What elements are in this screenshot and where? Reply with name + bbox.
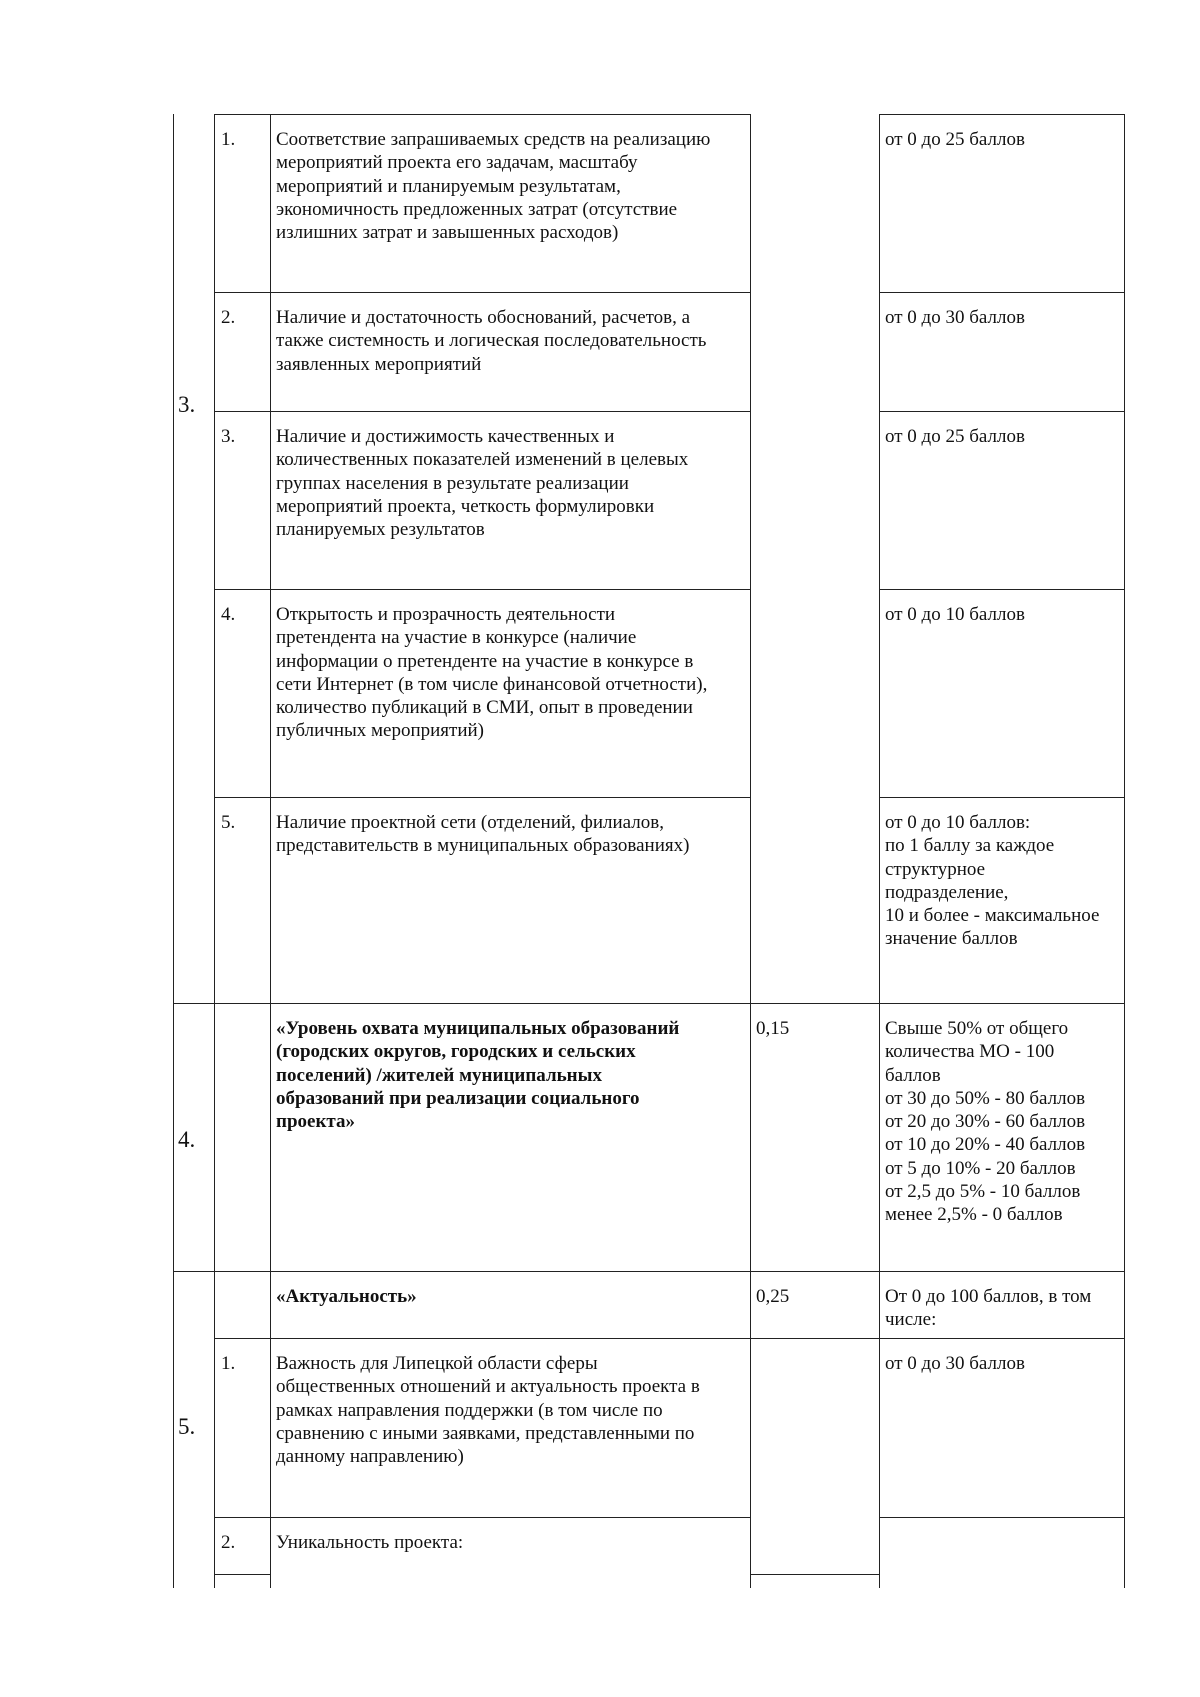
criterion-text: Соответствие запрашиваемых средств на реализацию мероприятий проекта его задачам, масштабу мероприятий и планируемым результатам, экономичность предложенных затрат (отсутствие излишних затрат и завышенных расходов) <box>276 129 711 244</box>
weight-value: 0,15 <box>756 1018 790 1039</box>
score-text: от 0 до 30 баллов <box>885 307 1025 328</box>
row-number: 5. <box>221 812 236 833</box>
score-text: от 0 до 10 баллов <box>885 604 1025 625</box>
score-text: От 0 до 100 баллов, в том числе: <box>885 1286 1092 1331</box>
row-number: 1. <box>221 1353 236 1374</box>
section-number: 5. <box>178 1414 196 1439</box>
score-text: от 0 до 10 баллов: по 1 баллу за каждое структурное подразделение, 10 и более - максимальное значение баллов <box>885 812 1100 950</box>
criterion-text: Наличие проектной сети (отделений, филиалов, представительств в муниципальных образованиях) <box>276 812 690 857</box>
section-number: 4. <box>178 1127 196 1152</box>
criterion-text: Открытость и прозрачность деятельности претендента на участие в конкурсе (наличие информации о претенденте на участие в конкурсе в сети Интернет (в том числе финансовой отчетности), количество публикаций в СМИ, опыт в проведении публичных мероприятий) <box>276 604 708 742</box>
weight-value: 0,25 <box>756 1286 790 1307</box>
section-number: 3. <box>178 392 196 417</box>
criterion-text: Наличие и достижимость качественных и количественных показателей изменений в целевых группах населения в результате реализации мероприятий проекта, четкость формулировки планируемых результатов <box>276 426 689 541</box>
score-text: от 0 до 25 баллов <box>885 129 1025 150</box>
row-number: 2. <box>221 1532 236 1553</box>
criterion-text: Уникальность проекта: <box>276 1532 464 1553</box>
row-number: 3. <box>221 426 236 447</box>
criterion-title: «Актуальность» <box>276 1286 417 1307</box>
criterion-text: Важность для Липецкой области сферы общественных отношений и актуальность проекта в рамках направления поддержки (в том числе по сравнению с иными заявками, представленными по данному направлению) <box>276 1353 700 1468</box>
criterion-title: «Уровень охвата муниципальных образований (городских округов, городских и сельских поселений) /жителей муниципальных образований при реализации социального проекта» <box>276 1018 680 1133</box>
score-text: Свыше 50% от общего количества МО - 100 баллов от 30 до 50% - 80 баллов от 20 до 30% - 60 баллов от 10 до 20% - 40 баллов от 5 до 10% - 20 баллов от 2,5 до 5% - 10 баллов менее 2,5% - 0 баллов <box>885 1018 1086 1226</box>
row-number: 1. <box>221 129 236 150</box>
row-number: 4. <box>221 604 236 625</box>
row-number: 2. <box>221 307 236 328</box>
score-text: от 0 до 25 баллов <box>885 426 1025 447</box>
score-text: от 0 до 30 баллов <box>885 1353 1025 1374</box>
criterion-text: Наличие и достаточность обоснований, расчетов, а также системность и логическая последовательность заявленных мероприятий <box>276 307 707 375</box>
